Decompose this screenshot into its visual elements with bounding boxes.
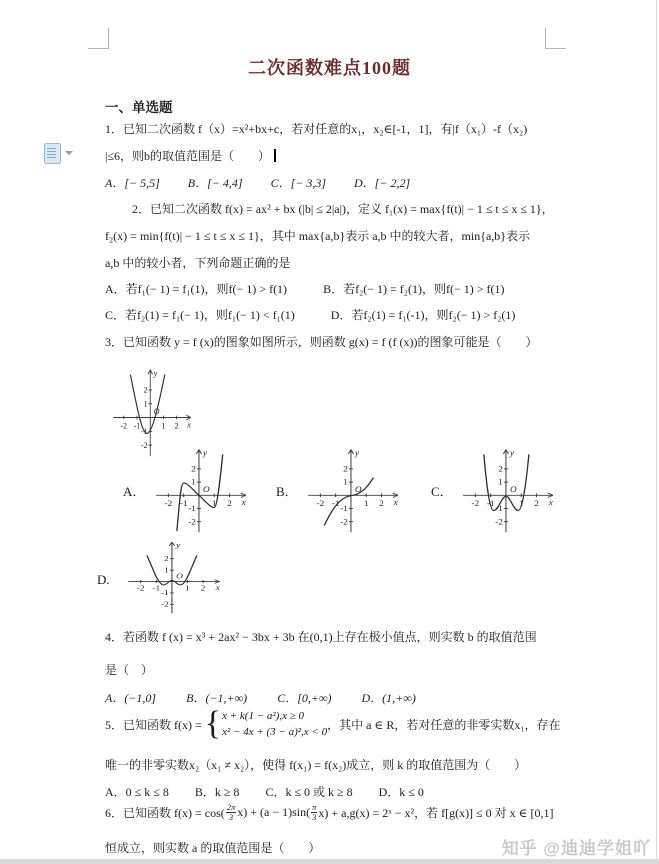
q4-option-a: A．(−1,0] xyxy=(105,691,157,705)
q5-line-1 xyxy=(105,705,561,742)
svg-text:O: O xyxy=(510,484,517,494)
q2-line-1: 2．已知二次函数 f(x) = ax² + bx (|b| ≤ 2|a|)，定义 f₁(x) = max{f(t)| − 1 ≤ t ≤ x ≤ 1}， xyxy=(132,202,554,216)
q6-frac2-numerator: π xyxy=(312,802,317,812)
q6-fraction-2 xyxy=(311,803,317,822)
page-bottom-edge xyxy=(0,859,659,864)
svg-text:2: 2 xyxy=(191,464,196,474)
q6-line-1 xyxy=(105,803,554,822)
q3-option-a-graph xyxy=(150,446,252,534)
q5-option-a: A．0 ≤ k ≤ 8 xyxy=(105,785,169,799)
svg-text:-1: -1 xyxy=(133,421,141,431)
q2-option-b: B．若f₂(− 1) = f₂(1)，则f(− 1) > f(1) xyxy=(323,282,505,296)
clipboard-icon xyxy=(44,143,61,164)
svg-text:-1: -1 xyxy=(495,503,503,513)
svg-text:-2: -2 xyxy=(188,516,196,527)
svg-text:-2: -2 xyxy=(164,498,173,508)
paste-options-button[interactable] xyxy=(44,140,84,166)
svg-text:-2: -2 xyxy=(141,440,148,450)
svg-text:x: x xyxy=(241,497,246,507)
svg-text:-2: -2 xyxy=(136,584,145,593)
q2-options-ab xyxy=(105,281,504,297)
q1-options xyxy=(105,175,410,191)
q4-option-d: D．(1,+∞) xyxy=(361,691,416,705)
svg-text:-1: -1 xyxy=(331,498,340,508)
svg-text:O: O xyxy=(203,484,210,494)
svg-text:O: O xyxy=(355,484,362,494)
q6-seg2: x) + (a − 1)sin( xyxy=(237,805,311,819)
q5-line-2: 唯一的非零实数x₂（x₁ ≠ x₂），使得 f(x₁) = f(x₂)成立，则 k 的取值范围为（ ） xyxy=(105,758,527,772)
svg-text:-1: -1 xyxy=(152,584,161,593)
q5-lead: 5．已知函数 f(x) = xyxy=(105,717,202,732)
chevron-down-icon xyxy=(65,151,73,155)
svg-text:-2: -2 xyxy=(120,421,128,431)
q5-option-b: B．k ≥ 8 xyxy=(194,785,240,799)
q4-line-2: 是（ ） xyxy=(105,663,154,677)
q5-tail: ，其中 a ∈ R，若对任意的非零实数x₁，存在 xyxy=(327,717,561,732)
q5-piece-top: x + k(1 − a²),x ≥ 0 xyxy=(222,710,304,722)
q1-option-a: A．[− 5,5] xyxy=(105,176,160,190)
svg-text:1: 1 xyxy=(143,399,148,409)
q1-option-c: C．[− 3,3] xyxy=(270,176,327,190)
svg-text:y: y xyxy=(355,448,360,458)
q6-fraction-1 xyxy=(226,803,237,822)
q4-option-b: B．(−1,+∞) xyxy=(186,691,248,705)
svg-text:x: x xyxy=(187,420,191,430)
q4-line-1: 4．若函数 f (x) = x³ + 2ax² − 3bx + 3b 在(0,1)上存在极小值点，则实数 b 的取值范围 xyxy=(105,630,537,644)
q3-option-label-c: C． xyxy=(431,484,453,499)
q4-options xyxy=(105,690,416,706)
q6-frac1-denominator: 3 xyxy=(228,812,234,822)
svg-text:1: 1 xyxy=(185,584,190,593)
q5-options xyxy=(105,784,424,800)
svg-text:-2: -2 xyxy=(495,516,503,527)
q2-line-2: f₂(x) = min{f(t)| − 1 ≤ t ≤ x ≤ 1}，其中 max{a,b}表示 a,b 中的较大者，min{a,b}表示 xyxy=(105,229,531,243)
piecewise-brace: { xyxy=(204,705,222,742)
section-heading: 一、单选题 xyxy=(105,100,173,115)
q6-frac2-denominator: 3 xyxy=(312,812,317,822)
svg-text:2: 2 xyxy=(164,555,169,563)
svg-text:-2: -2 xyxy=(340,516,348,527)
q1-line-2 xyxy=(105,148,276,164)
svg-text:-1: -1 xyxy=(188,503,196,513)
q1-line-1: 1．已知二次函数 f（x）=x²+bx+c，若对任意的x₁，x₂∈[-1，1]，有|f（x₁）-f（x₂) xyxy=(105,122,528,136)
svg-text:-1: -1 xyxy=(161,589,169,597)
svg-text:-1: -1 xyxy=(141,426,148,437)
margin-cropmark-right xyxy=(545,28,566,49)
q5-option-d: D．k ≤ 0 xyxy=(378,785,424,799)
svg-text:1: 1 xyxy=(498,477,503,487)
q2-option-d: D．若f₂(1) = f₁(-1)，则f₂(− 1) > f₂(1) xyxy=(330,308,516,322)
svg-text:y: y xyxy=(176,541,181,550)
svg-text:2: 2 xyxy=(534,498,539,508)
svg-text:1: 1 xyxy=(211,498,217,508)
q3-option-label-b: B． xyxy=(276,484,298,499)
svg-text:2: 2 xyxy=(200,584,206,593)
svg-text:-2: -2 xyxy=(161,600,169,609)
q1-option-b: B．[− 4,4] xyxy=(187,176,243,190)
q1-line-2-text: |≤6，则b的取值范围是（ ） xyxy=(105,149,270,163)
zhihu-watermark: 知乎 @迪迪学姐吖 xyxy=(501,839,651,858)
svg-text:-1: -1 xyxy=(486,498,495,508)
svg-text:2: 2 xyxy=(227,498,232,508)
margin-cropmark-left xyxy=(88,28,109,49)
svg-text:1: 1 xyxy=(191,477,196,487)
q6-seg1: 6．已知函数 f(x) = cos( xyxy=(105,806,225,820)
svg-text:-1: -1 xyxy=(179,498,188,508)
q6-frac1-numerator: 2π xyxy=(226,802,236,812)
q2-line-3: a,b 中的较小者，下列命题正确的是 xyxy=(105,256,291,270)
svg-text:1: 1 xyxy=(363,498,369,508)
q4-option-c: C．[0,+∞) xyxy=(277,691,332,705)
q6-line-2: 恒成立，则实数 a 的取值范围是（ ） xyxy=(105,841,321,855)
svg-text:1: 1 xyxy=(518,498,524,508)
svg-text:-2: -2 xyxy=(471,498,480,508)
page-right-edge xyxy=(656,0,657,859)
text-cursor xyxy=(274,149,276,162)
svg-text:2: 2 xyxy=(174,421,179,431)
piecewise-cases xyxy=(222,708,327,740)
q3-option-label-a: A． xyxy=(123,484,146,499)
svg-text:x: x xyxy=(215,584,220,592)
q6-seg3: x) + a,g(x) = 2ˣ − x²，若 f[g(x)] ≤ 0 对 x ∈ [0,1] xyxy=(318,806,554,820)
svg-text:O: O xyxy=(176,572,183,581)
svg-text:2: 2 xyxy=(379,498,384,508)
q3-option-b-graph xyxy=(302,446,404,534)
q3-given-graph xyxy=(108,366,196,458)
svg-text:1: 1 xyxy=(164,566,169,575)
q3-line-1: 3．已知函数 y = f (x)的图象如图所示，则函数 g(x) = f (f (x))的图象可能是（ ） xyxy=(105,335,538,349)
q2-option-a: A．若f₁(− 1) = f₁(1)，则f(− 1) > f(1) xyxy=(105,282,288,296)
svg-text:2: 2 xyxy=(498,464,503,474)
q1-option-d: D．[− 2,2] xyxy=(354,176,411,190)
svg-text:x: x xyxy=(393,497,398,507)
document-title: 二次函数难点100题 xyxy=(248,58,411,78)
svg-text:2: 2 xyxy=(143,385,148,395)
svg-text:-2: -2 xyxy=(316,498,325,508)
q5-piece-bottom: x² − 4x + (3 − a)²,x < 0 xyxy=(222,726,328,738)
q3-option-d-graph xyxy=(122,539,226,615)
svg-text:1: 1 xyxy=(343,477,348,487)
svg-text:O: O xyxy=(153,406,160,416)
svg-text:x: x xyxy=(548,497,553,507)
svg-text:2: 2 xyxy=(343,464,348,474)
svg-text:y: y xyxy=(203,448,208,458)
q2-options-cd xyxy=(105,307,515,323)
svg-text:y: y xyxy=(510,448,515,458)
q2-option-c: C．若f₂(1) = f₁(− 1)，则f₁(− 1) < f₁(1) xyxy=(105,308,295,322)
svg-text:1: 1 xyxy=(161,421,166,431)
q3-option-label-d: D. xyxy=(97,572,110,587)
q3-option-c-graph xyxy=(457,446,559,534)
svg-text:-1: -1 xyxy=(340,503,348,513)
svg-text:y: y xyxy=(153,368,158,379)
q5-option-c: C．k ≤ 0 或 k ≥ 8 xyxy=(265,785,353,799)
